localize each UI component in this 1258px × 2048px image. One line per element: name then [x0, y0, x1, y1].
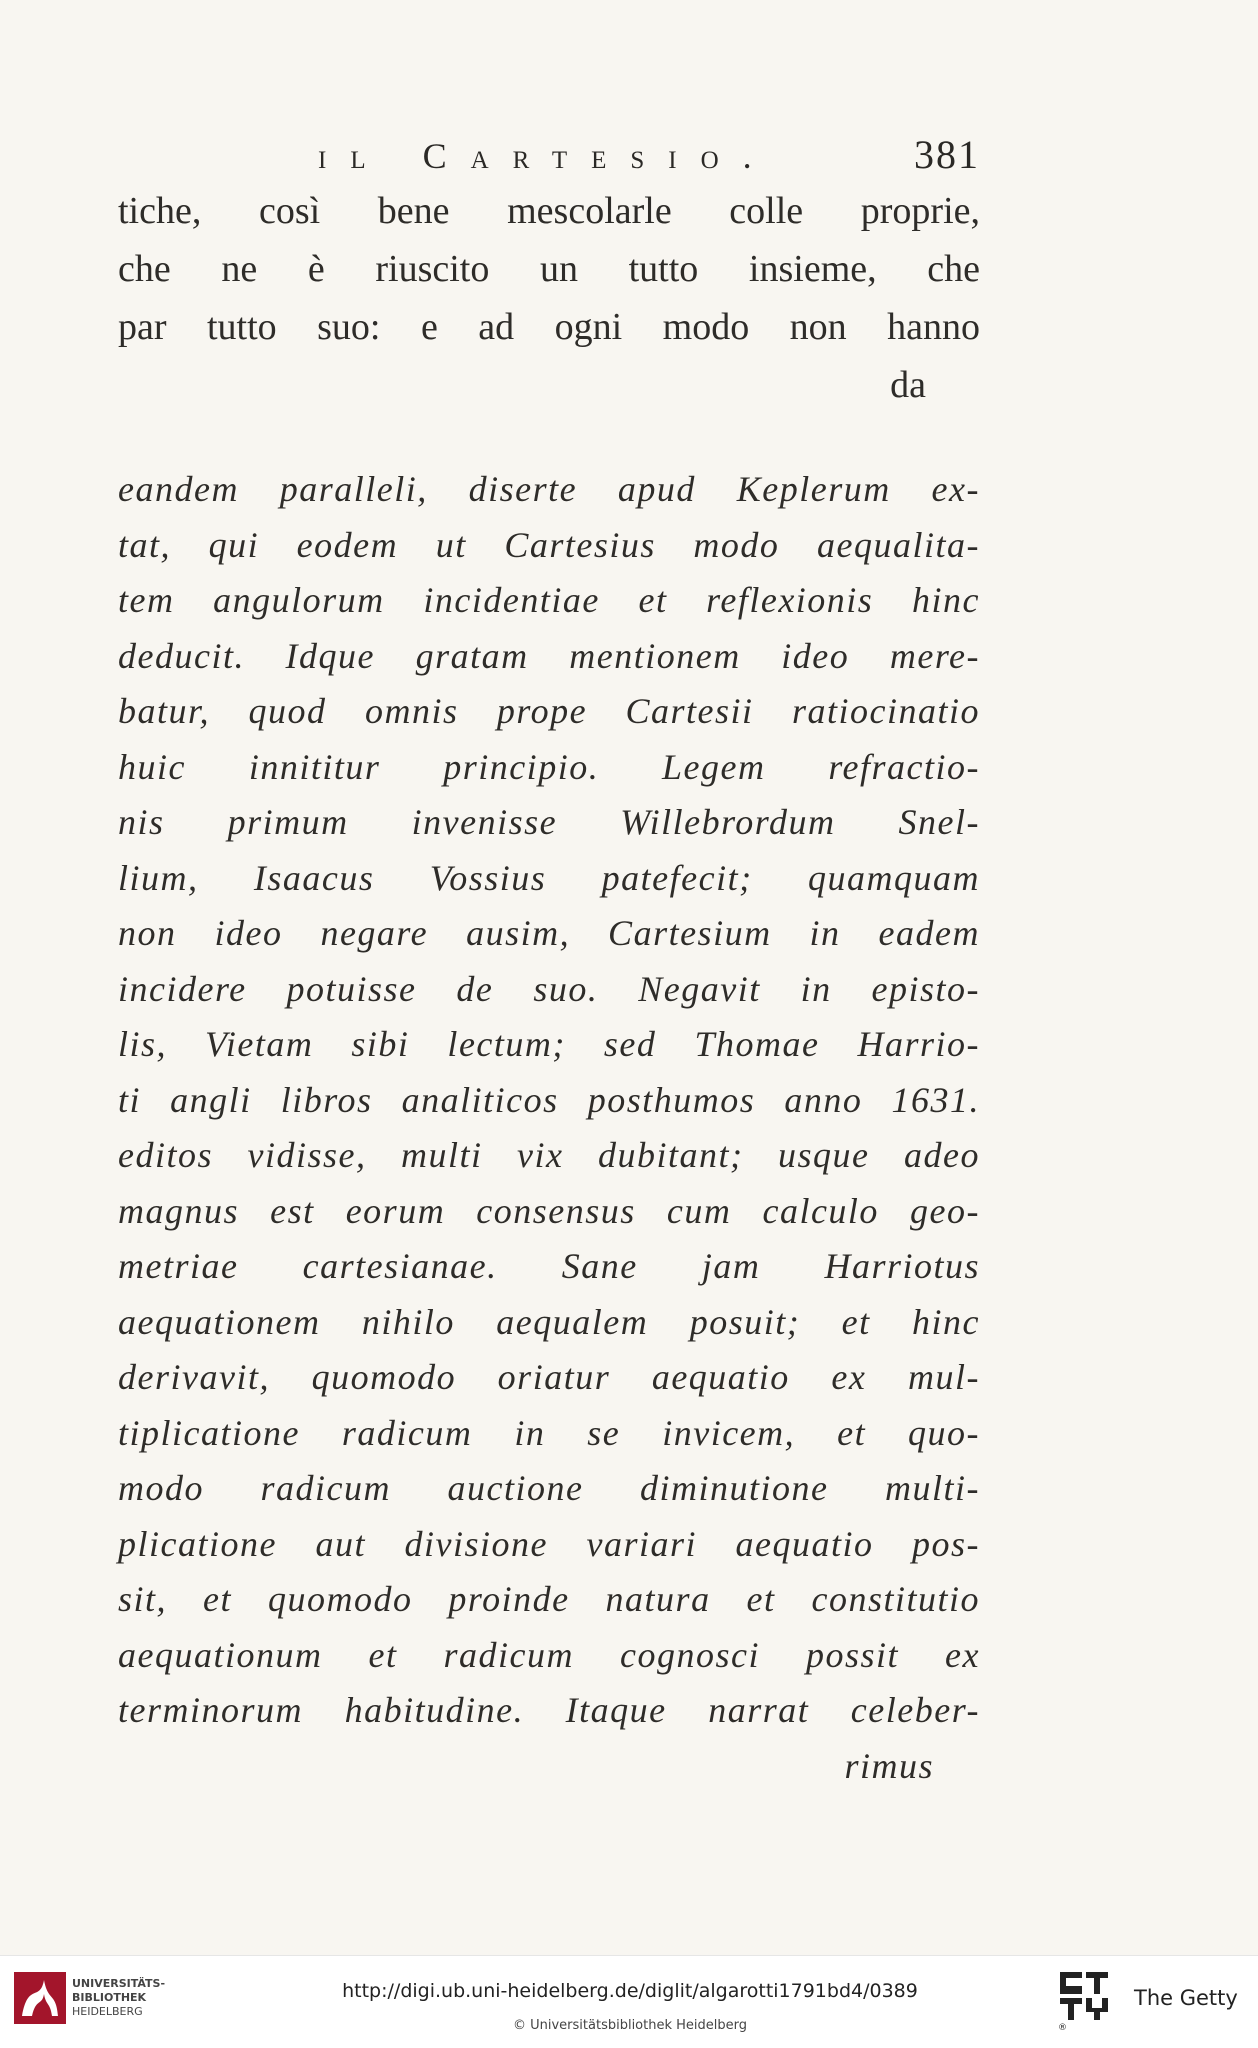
text-line: plicatione aut divisione variari aequatio pos-: [118, 1523, 980, 1564]
text-line: huic innititur principio. Legem refractio-: [118, 746, 980, 787]
permalink-url[interactable]: http://digi.ub.uni-heidelberg.de/diglit/algarotti1791bd4/0389: [342, 1980, 918, 2002]
text-line: aequationem nihilo aequalem posuit; et hinc: [118, 1301, 980, 1342]
text-line: tat, qui eodem ut Cartesius modo aequalita-: [118, 524, 980, 565]
text-line: sit, et quomodo proinde natura et constitutio: [118, 1579, 980, 1619]
registered-mark: ®: [1058, 2023, 1067, 2032]
text-line: non ideo negare ausim, Cartesium in eadem: [118, 913, 980, 953]
catchword: da: [890, 364, 926, 406]
library-name-line: UNIVERSITÄTS-: [72, 1977, 166, 1990]
getty-logo-icon: [1056, 1968, 1116, 2032]
text-line: lium, Isaacus Vossius patefecit; quamquam: [118, 857, 980, 898]
text-line: nis primum invenisse Willebrordum Snel-: [118, 802, 980, 842]
library-name-line: BIBLIOTHEK: [72, 1991, 147, 2004]
university-library-logo-icon: [14, 1972, 66, 2024]
copyright-notice: © Universitätsbibliothek Heidelberg: [512, 2018, 747, 2033]
text-line: derivavit, quomodo oriatur aequatio ex mul-: [118, 1357, 980, 1397]
running-head: [118, 132, 980, 185]
text-line: modo radicum auctione diminutione multi-: [118, 1468, 980, 1508]
text-line: tiche, così bene mescolarle colle proprie,: [118, 190, 980, 232]
catchword: rimus: [844, 1745, 934, 1786]
italian-text-block: [118, 182, 980, 414]
text-line: tem angulorum incidentiae et reflexionis hinc: [118, 580, 980, 620]
latin-footnote-block: [118, 462, 980, 1794]
text-line: incidere potuisse de suo. Negavit in episto-: [118, 968, 980, 1009]
text-line: magnus est eorum consensus cum calculo geo-: [118, 1190, 980, 1231]
text-line: editos vidisse, multi vix dubitant; usque adeo: [118, 1135, 980, 1175]
text-line: par tutto suo: e ad ogni modo non hanno: [118, 306, 980, 348]
text-line: deducit. Idque gratam mentionem ideo mere-: [118, 635, 980, 676]
library-name-line: HEIDELBERG: [72, 2005, 143, 2018]
running-head-title: il Cartesio.: [318, 136, 776, 176]
text-line: terminorum habitudine. Itaque narrat celeber-: [118, 1690, 980, 1730]
text-line: metriae cartesianae. Sane jam Harriotus: [118, 1246, 980, 1286]
text-line: ti angli libros analiticos posthumos anno 1631.: [118, 1079, 980, 1120]
page-number: 381: [914, 132, 980, 177]
text-line: tiplicatione radicum in se invicem, et quo-: [118, 1412, 980, 1453]
text-line: che ne è riuscito un tutto insieme, che: [118, 248, 980, 290]
getty-label: The Getty: [1134, 1986, 1238, 2010]
text-line: lis, Vietam sibi lectum; sed Thomae Harrio-: [118, 1024, 980, 1064]
text-line: aequationum et radicum cognosci possit ex: [118, 1634, 980, 1675]
university-library-name: [72, 1977, 165, 2019]
viewer-footer: [0, 1955, 1258, 2048]
text-line: batur, quod omnis prope Cartesii ratiocinatio: [118, 691, 980, 731]
text-line: eandem paralleli, diserte apud Keplerum ex-: [118, 469, 980, 509]
